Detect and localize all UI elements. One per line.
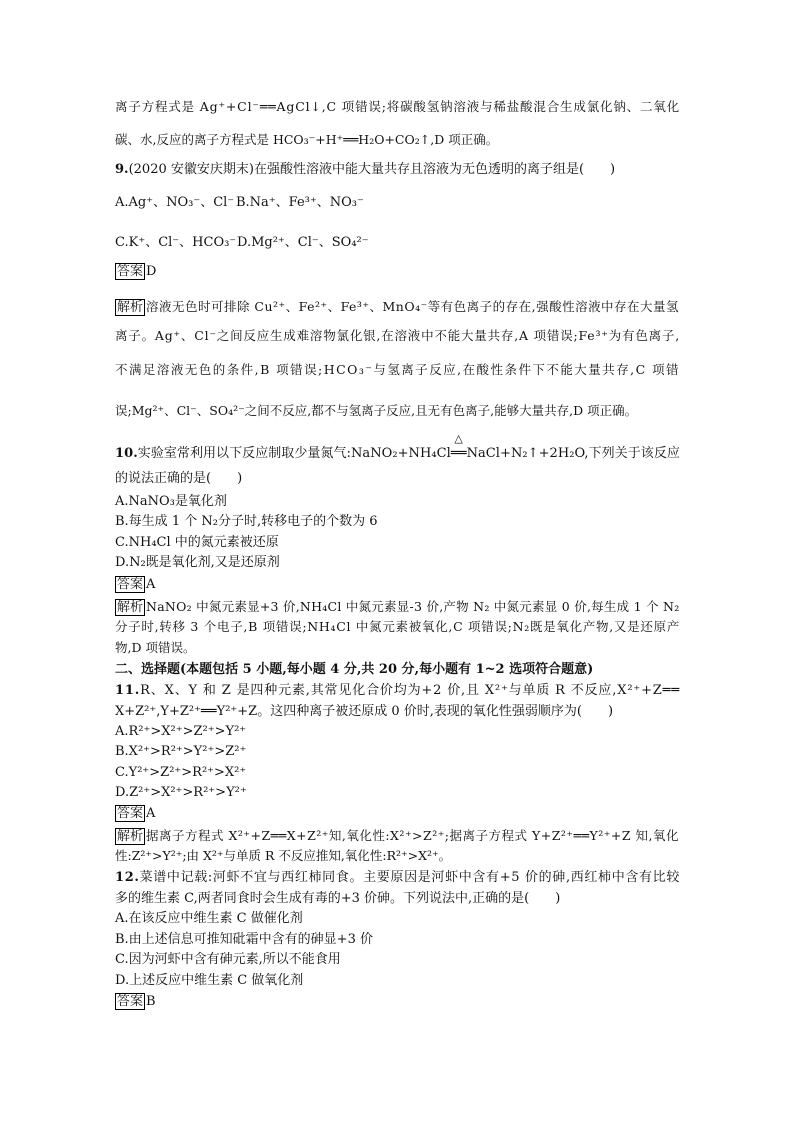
q10-stem-line-2: 的说法正确的是( ) [115,471,243,486]
q9-option-d: D.Mg²⁺、Cl⁻、SO₄²⁻ [237,235,369,250]
q12-number: 12. [115,870,140,885]
q9-answer [115,263,156,281]
q10-answer [115,576,155,594]
answer-label-box: 答案 [117,994,144,1009]
q12-option-a: A.在该反应中维生素 C 做催化剂 [115,911,303,926]
answer-label-box: 答案 [117,806,144,821]
q12-option-c: C.因为河虾中含有砷元素,所以不能食用 [115,952,341,967]
section-2-title: 二、选择题(本题包括 5 小题,每小题 4 分,共 20 分,每小题有 1~2 选项符合题意) [115,662,594,677]
q9-option-b: B.Na⁺、Fe³⁺、NO₃⁻ [236,195,364,210]
analysis-label-box: 解析 [117,829,144,844]
heat-triangle-icon: △ [454,432,463,445]
q11-analysis-text-1: 据离子方程式 X²⁺+Z══X+Z²⁺知,氧化性:X²⁺>Z²⁺;据离子方程式 Y+Z²⁺══Y²⁺+Z 知,氧化 [146,828,679,843]
q9-analysis-line-3: 不满足溶液无色的条件,B 项错误;HCO₃⁻与氢离子反应,在酸性条件下不能大量共存,C 项错 [115,362,680,377]
q10-number: 10. [115,446,138,461]
q10-stem-line-1 [115,432,680,463]
q10-answer-value: A [146,577,156,592]
q12-answer [115,993,156,1011]
q12-stem-line-1 [115,869,680,887]
q10-option-a: A.NaNO₃是氧化剂 [115,494,227,509]
answer-label-box: 答案 [117,577,144,592]
q12-stem-text-1: 菜谱中记载:河虾不宜与西红柿同食。主要原因是河虾中含有+5 价的砷,西红柿中含有比较 [139,870,680,885]
q10-analysis-line-2: 分子时,转移 3 个电子,B 项错误;NH₄Cl 中氮元素被氧化,C 项错误;N₂既是氧化产物,又是还原产 [115,619,680,634]
q10-stem-before: 实验室常利用以下反应制取少量氮气:NaNO₂+NH₄Cl [137,446,451,461]
q10-analysis-line-1 [115,598,680,616]
q10-analysis-text-1: NaNO₂ 中氮元素显+3 价,NH₄Cl 中氮元素显-3 价,产物 N₂ 中氮元素显 0 价,每生成 1 个 N₂ [146,599,680,614]
q12-option-b: B.由上述信息可推知砒霜中含有的砷显+3 价 [115,932,373,947]
q11-analysis-line-1 [115,827,679,845]
q9-option-c: C.K⁺、Cl⁻、HCO₃⁻ [115,235,237,250]
q11-answer [115,805,155,823]
q9-option-a: A.Ag⁺、NO₃⁻、Cl⁻ [115,195,235,210]
q11-option-a: A.R²⁺>X²⁺>Z²⁺>Y²⁺ [115,724,247,739]
q9-number: 9. [115,162,129,177]
q9-answer-value: D [146,264,157,279]
q10-analysis-line-3: 物,D 项错误。 [115,640,196,655]
q11-stem-line-2: X+Z²⁺,Y+Z²⁺══Y²⁺+Z。这四种离子被还原成 0 价时,表现的氧化性强弱顺序为( ) [115,704,614,719]
q11-option-c: C.Y²⁺>Z²⁺>R²⁺>X²⁺ [115,765,247,780]
q11-analysis-line-2: 性:Z²⁺>Y²⁺;由 X²⁺与单质 R 不反应推知,氧化性:R²⁺>X²⁺。 [115,848,452,863]
q9-analysis-line-4: 误;Mg²⁺、Cl⁻、SO₄²⁻之间不反应,都不与氢离子反应,且无有色离子,能够大量共存,D 项正确。 [115,403,638,418]
q10-stem-after: NaCl+N₂↑+2H₂O,下列关于该反应 [466,446,680,461]
analysis-label-box: 解析 [117,300,144,315]
q10-option-b: B.每生成 1 个 N₂分子时,转移电子的个数为 6 [115,514,378,529]
q11-stem-line-1 [115,682,680,700]
q11-answer-value: A [146,806,156,821]
q10-option-c: C.NH₄Cl 中的氮元素被还原 [115,535,279,550]
q11-number: 11. [115,683,141,698]
q9-analysis-text-1: 溶液无色时可排除 Cu²⁺、Fe²⁺、Fe³⁺、MnO₄⁻等有色离子的存在,强酸性溶液中存在大量氢 [146,299,680,314]
q11-option-d: D.Z²⁺>X²⁺>R²⁺>Y²⁺ [115,785,247,800]
q12-stem-line-2: 多的维生素 C,两者同食时会生成有毒的+3 价砷。下列说法中,正确的是( ) [115,891,561,906]
q10-option-d: D.N₂既是氧化剂,又是还原剂 [115,555,280,570]
q9-analysis-line-1 [115,298,679,316]
q9-stem-text: (2020 安徽安庆期末)在强酸性溶液中能大量共存且溶液为无色透明的离子组是( ) [128,162,616,177]
heating-condition [450,432,467,463]
analysis-label-box: 解析 [117,600,144,615]
previous-analysis-line-2: 碳、水,反应的离子方程式是 HCO₃⁻+H⁺══H₂O+CO₂↑,D 项正确。 [115,132,499,147]
reaction-equals-sign: ══ [450,446,467,461]
q11-option-b: B.X²⁺>R²⁺>Y²⁺>Z²⁺ [115,744,247,759]
q9-stem [115,161,615,179]
previous-analysis-line-1: 离子方程式是 Ag⁺+Cl⁻══AgCl↓,C 项错误;将碳酸氢钠溶液与稀盐酸混合生成氯化钠、二氧化 [115,99,680,114]
q11-stem-text-1: R、X、Y 和 Z 是四种元素,其常见化合价均为+2 价,且 X²⁺与单质 R 不反应,X²⁺+Z══ [140,683,680,698]
q12-answer-value: B [146,994,156,1009]
q12-option-d: D.上述反应中维生素 C 做氧化剂 [115,973,304,988]
answer-label-box: 答案 [117,264,144,279]
q9-analysis-line-2: 离子。Ag⁺、Cl⁻之间反应生成难溶物氯化银,在溶液中不能大量共存,A 项错误;Fe³⁺为有色离子, [115,328,680,343]
